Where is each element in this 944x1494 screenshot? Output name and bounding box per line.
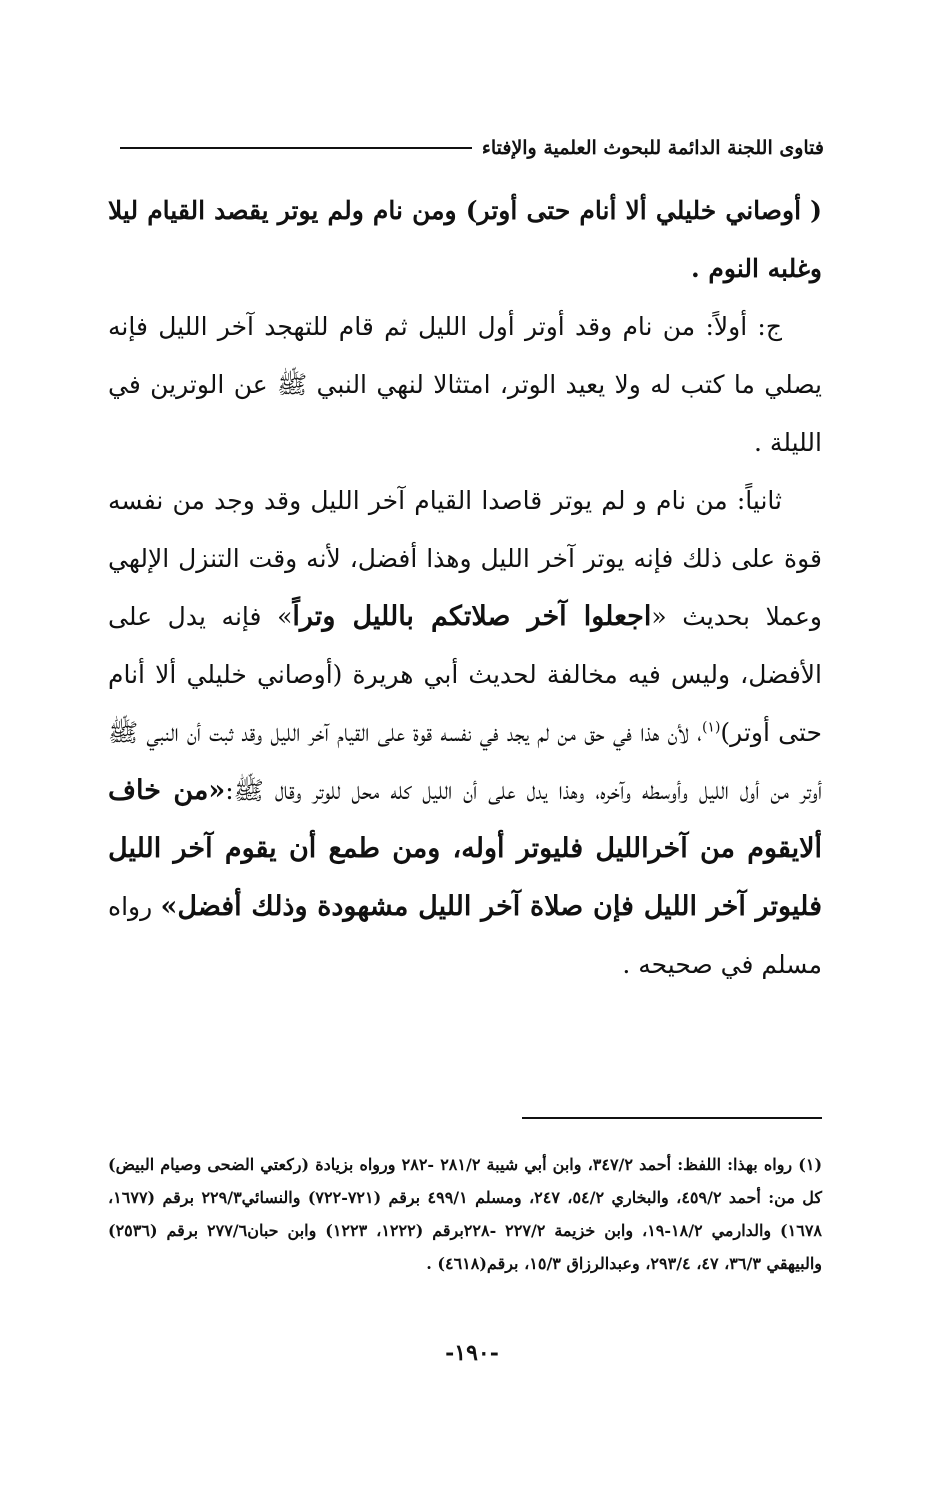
hadith-quote-1: اجعلوا آخر صلاتكم بالليل وتراً (292, 601, 652, 632)
header-rule (120, 147, 472, 149)
footnotes (108, 1148, 822, 1280)
answer-paragraph-1: ج: أولاً: من نام وقد أوتر أول الليل ثم قام للتهجد آخر الليل فإنه يصلي ما كتب له ولا يعيد الوتر، امتثالا لنهي النبي ﷺ عن الوترين في الليلة . (108, 312, 822, 457)
answer-2-end: ، لأن هذا في حق من لم يجد في نفسه قوة على القيام آخر الليل وقد ثبت أن النبي ﷺ أوتر من أول الليل وأوسطه وآخره، وهذا يدل على أن الليل كله محل للوتر وقال ﷺ: (108, 718, 822, 805)
question-paragraph: ( أوصاني خليلي ألا أنام حتى أوتر) ومن نام ولم يوتر يقصد القيام ليلا وغلبه النوم . (108, 196, 822, 283)
page-number: -١٩٠- (445, 1340, 499, 1366)
answer-paragraph-2 (108, 472, 822, 994)
footnote-reference[interactable]: (١) (701, 719, 721, 736)
running-header (120, 128, 824, 168)
footnote-1: (١) رواه بهذا: اللفظ: أحمد ٣٤٧/٢، وابن أبي شيبة ٢٨١/٢ -٢٨٢ ورواه بزيادة (ركعتي الضحى وصيام البيض) كل من: أحمد ٤٥٩/٢، والبخاري ٥٤/٢، ٢٤٧، ومسلم ٤٩٩/١ برقم (٧٢١-٧٢٢) والنسائي٢٢٩/٣ برقم (١٦٧٧، ١٦٧٨) والدارمي ١٨/٢-١٩، وابن خزيمة ٢٢٧/٢ -٢٢٨برقم (١٢٢٢، ١٢٢٣) وابن حبان٢٧٧/٦ برقم (٢٥٣٦) والبيهقي ٣٦/٣، ٤٧، ٢٩٣/٤، وعبدالرزاق ١٥/٣، برقم(٤٦١٨) . (108, 1155, 823, 1273)
answer-2-close: رواه مسلم في صحيحه . (108, 892, 822, 979)
hadith-quote-2: «من خاف ألايقوم من آخرالليل فليوتر أوله، ومن طمع أن يقوم آخر الليل فليوتر آخر الليل فإن صلاة آخر الليل مشهودة وذلك أفضل» (108, 775, 822, 922)
header-title: فتاوى اللجنة الدائمة للبحوث العلمية والإفتاء (481, 137, 824, 159)
footnote-separator (522, 1117, 822, 1119)
answer-2-start: ثانياً: من نام و لم يوتر قاصدا القيام آخر الليل وقد وجد من نفسه قوة على ذلك فإنه يوتر آخر الليل وهذا أفضل، لأنه وقت التنزل الإلهي وعملا بحديث « (108, 486, 822, 631)
answer-2-mid: » فإنه يدل على الأفضل، وليس فيه مخالفة لحديث أبي هريرة (أوصاني خليلي ألا أنام حتى أوتر) (108, 602, 823, 747)
body-text (108, 182, 822, 994)
